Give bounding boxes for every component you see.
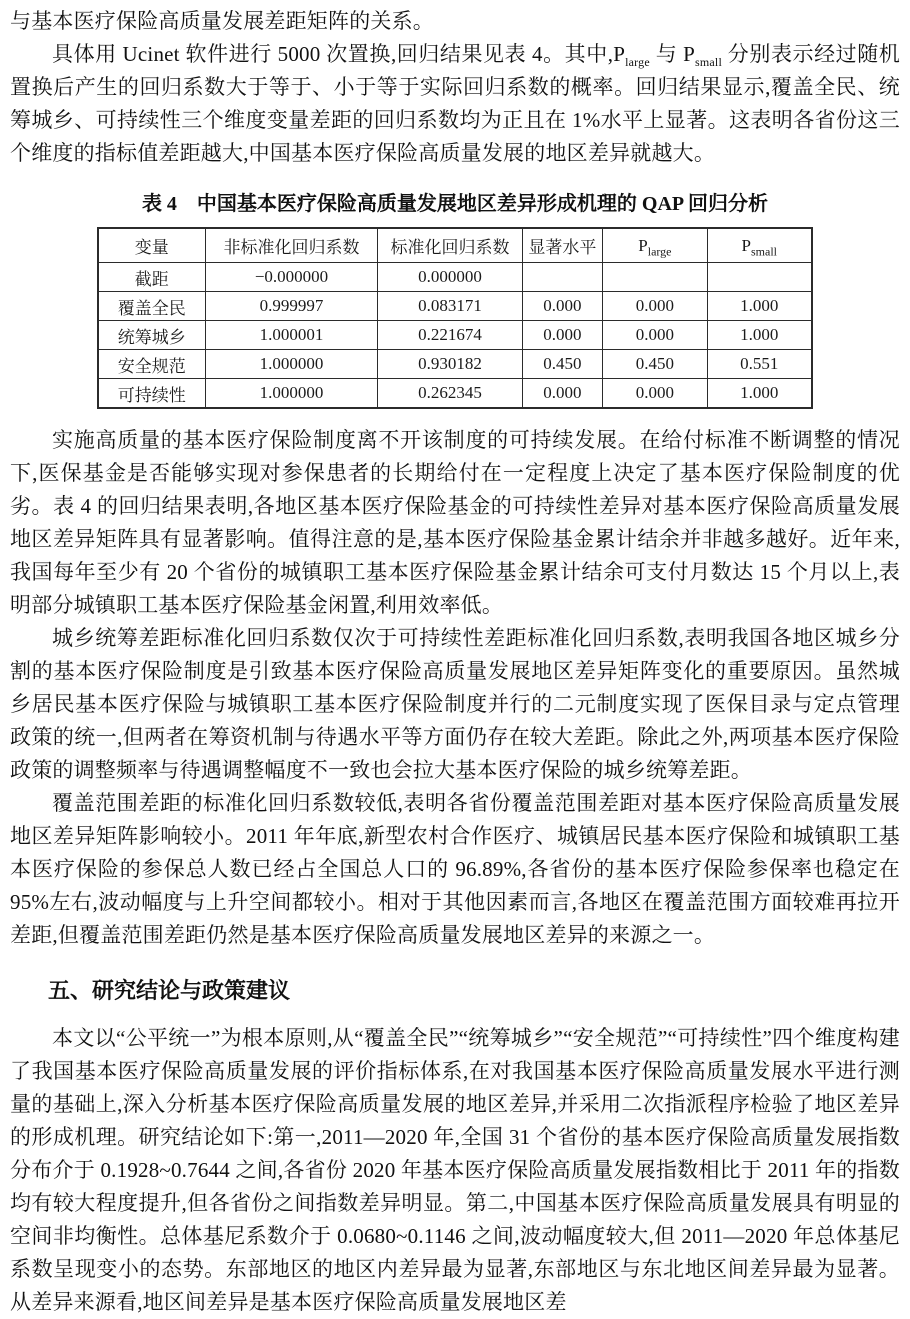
table-header-row [98, 228, 812, 263]
p-small-subscript: small [694, 55, 722, 70]
paragraph-urban-rural: 城乡统筹差距标准化回归系数仅次于可持续性差距标准化回归系数,表明我国各地区城乡分割的基本医疗保险制度是引致基本医疗保险高质量发展地区差异矩阵变化的重要原因。虽然城乡居民基本医疗保险与城镇职工基本医疗保险制度并行的二元制度实现了医保目录与定点管理政策的统一,但两者在筹资机制与待遇水平等方面仍存在较大差距。除此之外,两项基本医疗保险政策的调整频率与待遇调整幅度不一致也会拉大基本医疗保险的城乡统筹差距。 [10, 626, 900, 782]
cell-plarge: 0.000 [603, 379, 707, 409]
p-base: P [638, 235, 648, 255]
header-p-small [707, 228, 812, 263]
header-p-large [603, 228, 707, 263]
cell-std: 0.930182 [378, 350, 522, 379]
cell-unstd: 1.000000 [205, 379, 378, 409]
cell-sig: 0.450 [522, 350, 603, 379]
cell-psmall: 1.000 [707, 292, 812, 321]
cell-std: 0.221674 [378, 321, 522, 350]
cell-variable: 覆盖全民 [98, 292, 205, 321]
p-large-sub: large [647, 243, 672, 258]
cell-plarge: 0.000 [603, 292, 707, 321]
cell-sig [522, 263, 603, 292]
cell-unstd: 0.999997 [205, 292, 378, 321]
paragraph-text: 分别表示经过随机置换后产生的回归系数大于等于、小于等于实际回归系数的概率。回归结果显示,覆盖全民、统筹城乡、可持续性三个维度变量差距的回归系数均为正且在 1%水平上显著。这表明各省份这三个维度的指标值差距越大,中国基本医疗保险高质量发展的地区差异就越大。 [10, 42, 900, 165]
paragraph-coverage: 覆盖范围差距的标准化回归系数较低,表明各省份覆盖范围差距对基本医疗保险高质量发展地区差异矩阵影响较小。2011 年年底,新型农村合作医疗、城镇居民基本医疗保险和城镇职工基本医疗保险的参保总人数已经占全国总人口的 96.89%,各省份的基本医疗保险参保率也稳定在 95%左右,波动幅度与上升空间都较小。相对于其他因素而言,各地区在覆盖范围方面较难再拉开差距,但覆盖范围差距仍然是基本医疗保险高质量发展地区差异的来源之一。 [10, 791, 900, 947]
cell-plarge: 0.000 [603, 321, 707, 350]
cell-psmall: 1.000 [707, 379, 812, 409]
cell-variable: 截距 [98, 263, 205, 292]
table-caption: 表 4 中国基本医疗保险高质量发展地区差异形成机理的 QAP 回归分析 [141, 193, 769, 215]
cell-variable: 统筹城乡 [98, 321, 205, 350]
cell-variable: 安全规范 [98, 350, 205, 379]
cell-sig: 0.000 [522, 292, 603, 321]
p-base: P [741, 235, 751, 255]
cell-std: 0.262345 [378, 379, 522, 409]
p-large-subscript: large [625, 55, 650, 70]
qap-regression-table [97, 227, 813, 409]
cell-variable: 可持续性 [98, 379, 205, 409]
cell-unstd: 1.000001 [205, 321, 378, 350]
cell-psmall: 1.000 [707, 321, 812, 350]
cell-psmall [707, 263, 812, 292]
header-unstandardized-coef: 非标准化回归系数 [205, 228, 378, 263]
cell-psmall: 0.551 [707, 350, 812, 379]
cell-plarge [603, 263, 707, 292]
paragraph-continuation: 与基本医疗保险高质量发展差距矩阵的关系。 [10, 9, 434, 33]
table-row [98, 263, 812, 292]
paragraph-text: 与 P [649, 42, 695, 66]
section-heading-conclusions: 五、研究结论与政策建议 [48, 978, 291, 1003]
cell-sig: 0.000 [522, 379, 603, 409]
cell-plarge: 0.450 [603, 350, 707, 379]
header-variable: 变量 [98, 228, 205, 263]
cell-std: 0.000000 [378, 263, 522, 292]
cell-unstd: −0.000000 [205, 263, 378, 292]
cell-std: 0.083171 [378, 292, 522, 321]
cell-sig: 0.000 [522, 321, 603, 350]
table-row [98, 379, 812, 409]
table-row [98, 321, 812, 350]
header-significance: 显著水平 [522, 228, 603, 263]
paragraph-text: 具体用 Ucinet 软件进行 5000 次置换,回归结果见表 4。其中,P [52, 42, 626, 66]
header-standardized-coef: 标准化回归系数 [378, 228, 522, 263]
table-row [98, 292, 812, 321]
p-small-sub: small [750, 243, 777, 258]
cell-unstd: 1.000000 [205, 350, 378, 379]
paragraph-sustainability: 实施高质量的基本医疗保险制度离不开该制度的可持续发展。在给付标准不断调整的情况下,医保基金是否能够实现对参保患者的长期给付在一定程度上决定了基本医疗保险制度的优劣。表 4 的回归结果表明,各地区基本医疗保险基金的可持续性差异对基本医疗保险高质量发展地区差异矩阵具有显著影响。值得注意的是,基本医疗保险基金累计结余并非越多越好。近年来,我国每年至少有 20 个省份的城镇职工基本医疗保险基金累计结余可支付月数达 15 个月以上,表明部分城镇职工基本医疗保险基金闲置,利用效率低。 [10, 428, 900, 617]
paragraph-qap-method [10, 38, 900, 170]
table-row [98, 350, 812, 379]
paragraph-conclusions: 本文以“公平统一”为根本原则,从“覆盖全民”“统筹城乡”“安全规范”“可持续性”四个维度构建了我国基本医疗保险高质量发展的评价指标体系,在对我国基本医疗保险高质量发展水平进行测量的基础上,深入分析基本医疗保险高质量发展的地区差异,并采用二次指派程序检验了地区差异的形成机理。研究结论如下:第一,2011—2020 年,全国 31 个省份的基本医疗保险高质量发展指数分布介于 0.1928~0.7644 之间,各省份 2020 年基本医疗保险高质量发展指数相比于 2011 年的指数均有较大程度提升,但各省份之间指数差异明显。第二,中国基本医疗保险高质量发展具有明显的空间非均衡性。总体基尼系数介于 0.0680~0.1146 之间,波动幅度较大,但 2011—2020 年总体基尼系数呈现变小的态势。东部地区的地区内差异最为显著,东部地区与东北地区间差异最为显著。从差异来源看,地区间差异是基本医疗保险高质量发展地区差 [10, 1026, 900, 1314]
